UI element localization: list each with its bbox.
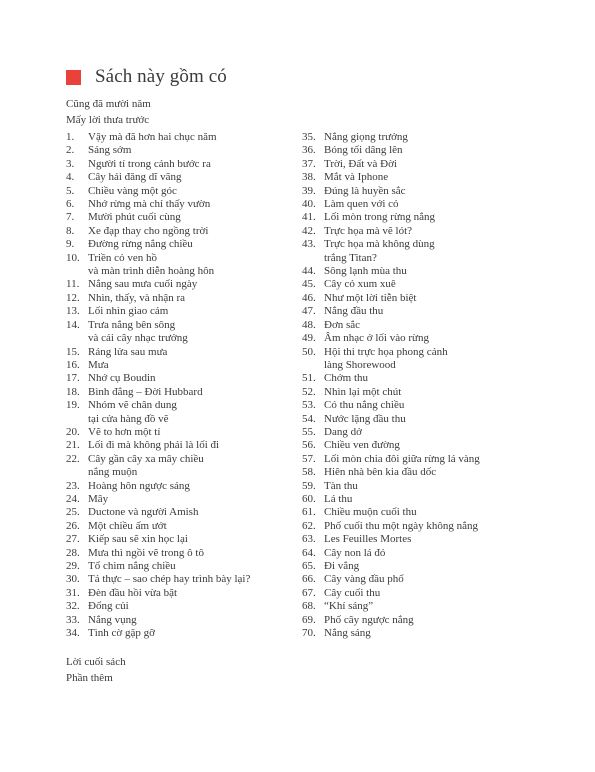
toc-entry-number: 29. [66, 560, 80, 572]
toc-entry-title-line: nắng muộn [88, 466, 138, 479]
toc-entry[interactable] [66, 426, 301, 439]
toc-entry-title-line: Nhìn lại một chút [324, 385, 402, 398]
toc-entry-title [324, 346, 572, 373]
toc-entry-number: 58. [302, 466, 316, 479]
toc-entry-title [88, 346, 301, 359]
toc-entry[interactable] [66, 319, 301, 346]
toc-entry[interactable] [66, 198, 301, 211]
toc-left-column [66, 131, 301, 640]
toc-entry-number: 14. [66, 318, 80, 331]
toc-entry[interactable] [302, 413, 572, 426]
toc-entry-title-line: và cái cây nhạc trưởng [88, 332, 188, 345]
toc-entry-title [324, 386, 572, 399]
toc-entry-title-line: Bình đẳng – Đời Hubbard [88, 385, 203, 398]
toc-entry-title-line: Nắng vụng [88, 613, 137, 626]
toc-entry[interactable] [302, 573, 572, 586]
toc-entry-title [324, 305, 572, 318]
toc-entry-title-line: Ráng lửa sau mưa [88, 345, 168, 358]
toc-entry[interactable] [66, 480, 301, 493]
toc-entry-number: 17. [66, 372, 80, 385]
toc-entry[interactable] [66, 560, 301, 573]
toc-entry[interactable] [302, 171, 572, 184]
toc-entry-title-line: Tàn thu [324, 479, 358, 492]
toc-entry-title-line: Âm nhạc ở lối vào rừng [324, 332, 429, 345]
toc-entry-number: 43. [302, 238, 316, 251]
toc-entry[interactable] [302, 506, 572, 519]
toc-entry[interactable] [66, 547, 301, 560]
toc-entry-number: 18. [66, 385, 80, 398]
toc-entry-title [88, 493, 301, 506]
toc-entry-number: 27. [66, 533, 80, 546]
toc-entry[interactable] [302, 627, 572, 640]
toc-entry-title [324, 413, 572, 426]
toc-entry[interactable] [66, 359, 301, 372]
toc-entry-title-line: Tả thực – sao chép hay trình bày lại? [88, 573, 251, 586]
toc-entry[interactable] [302, 520, 572, 533]
toc-entry-title [88, 520, 301, 533]
toc-entry-number: 5. [66, 184, 75, 197]
toc-entry-title-line: Như một lời tiễn biệt [324, 291, 417, 304]
toc-entry-title [324, 426, 572, 439]
toc-entry-title [88, 278, 301, 291]
toc-entry-number: 40. [302, 198, 316, 211]
intro-section [66, 96, 151, 128]
toc-entry[interactable] [302, 278, 572, 291]
toc-entry-title [88, 426, 301, 439]
toc-entry[interactable] [66, 573, 301, 586]
toc-entry-number: 15. [66, 345, 80, 358]
toc-entry-title [324, 332, 572, 345]
toc-entry-title-line: Cây vàng đầu phố [324, 573, 404, 586]
toc-entry-number: 67. [302, 586, 316, 599]
toc-entry-number: 63. [302, 533, 316, 546]
toc-entry-title-line: Nắng sau mưa cuối ngày [88, 278, 198, 291]
toc-entry[interactable] [302, 265, 572, 278]
toc-entry-title [324, 547, 572, 560]
toc-entry-title [324, 399, 572, 412]
toc-entry-title [324, 131, 572, 144]
toc-entry-title-line: Chiều ven đường [324, 439, 400, 452]
toc-entry[interactable] [66, 372, 301, 385]
toc-entry-title-line: Đúng là huyền sắc [324, 184, 406, 197]
toc-entry-title [88, 131, 301, 144]
toc-entry-number: 53. [302, 399, 316, 412]
toc-entry-number: 10. [66, 251, 80, 264]
toc-entry-number: 65. [302, 560, 316, 572]
toc-entry-number: 3. [66, 157, 75, 170]
toc-entry-title [324, 614, 572, 627]
toc-entry-number: 33. [66, 613, 80, 626]
toc-entry-title-line: Vẽ to hơn một tí [88, 425, 161, 438]
toc-entry[interactable] [66, 453, 301, 480]
toc-entry-title [88, 319, 301, 346]
toc-entry-title-line: Lối mòn trong rừng nắng [324, 211, 436, 224]
toc-entry[interactable] [302, 346, 572, 373]
toc-entry-title-line: Đường rừng nắng chiều [88, 238, 193, 251]
toc-entry-number: 52. [302, 385, 316, 398]
toc-entry[interactable] [302, 439, 572, 452]
toc-entry-title [324, 506, 572, 519]
toc-entry-number: 44. [302, 265, 316, 278]
toc-entry-title-line: Cây cuối thu [324, 586, 381, 599]
toc-entry-title-line: Mười phút cuối cùng [88, 211, 181, 224]
toc-entry[interactable] [66, 587, 301, 600]
toc-entry-title-line: làng Shorewood [324, 358, 396, 371]
toc-entry[interactable] [66, 386, 301, 399]
toc-entry-title-line: Sáng sớm [88, 144, 132, 157]
toc-entry-title [88, 158, 301, 171]
toc-entry-number: 68. [302, 600, 316, 613]
toc-entry-title [88, 399, 301, 426]
toc-entry-title [324, 560, 572, 573]
toc-entry-title [324, 158, 572, 171]
toc-entry-title-line: Nhớ rừng mà chỉ thấy vườn [88, 198, 211, 211]
toc-entry-title-line: Chiều muộn cuối thu [324, 506, 417, 519]
toc-entry-title [88, 252, 301, 279]
toc-entry-title [88, 386, 301, 399]
toc-entry[interactable] [302, 386, 572, 399]
toc-entry-title [88, 600, 301, 613]
toc-entry-title [324, 171, 572, 184]
toc-entry[interactable] [66, 144, 301, 157]
toc-entry[interactable] [66, 131, 301, 144]
toc-entry-title-line: Mưa [88, 358, 109, 371]
toc-entry-title [324, 198, 572, 211]
toc-entry-title-line: Nắng giọng trưởng [324, 131, 408, 143]
toc-entry-title [88, 547, 301, 560]
toc-entry[interactable] [66, 211, 301, 224]
toc-entry-number: 6. [66, 198, 75, 211]
toc-entry-number: 12. [66, 291, 80, 304]
toc-entry-title [88, 225, 301, 238]
toc-entry[interactable] [66, 627, 301, 640]
toc-entry-title [88, 573, 301, 586]
toc-entry[interactable] [66, 292, 301, 305]
toc-entry-number: 26. [66, 519, 80, 532]
toc-entry-title-line: Mắt và Iphone [324, 171, 389, 184]
toc-entry[interactable] [66, 171, 301, 184]
toc-entry[interactable] [66, 346, 301, 359]
toc-entry-number: 31. [66, 586, 80, 599]
toc-entry-number: 61. [302, 506, 316, 519]
toc-entry-title [88, 480, 301, 493]
toc-entry-number: 59. [302, 479, 316, 492]
toc-entry-title-line: Hiên nhà bên kia đầu dốc [324, 466, 437, 479]
toc-entry[interactable] [302, 225, 572, 238]
toc-entry-title-line: Lối đi mà không phải là lối đi [88, 439, 220, 452]
toc-entry[interactable] [302, 600, 572, 613]
toc-entry[interactable] [66, 520, 301, 533]
toc-entry[interactable] [66, 533, 301, 546]
toc-entry-title [324, 278, 572, 291]
toc-entry[interactable] [302, 480, 572, 493]
intro-line[interactable]: Mấy lời thưa trước [66, 114, 150, 126]
toc-entry-title-line: Làm quen với cỏ [324, 198, 399, 211]
toc-header [66, 63, 227, 91]
toc-entry-title [88, 144, 301, 157]
toc-entry-title-line: Trời, Đất và Đời [324, 157, 397, 170]
toc-entry-title-line: Les Feuilles Mortes [324, 533, 412, 546]
toc-entry-title [324, 600, 572, 613]
toc-entry-title [324, 185, 572, 198]
toc-entry-number: 62. [302, 519, 316, 532]
toc-entry-number: 30. [66, 573, 80, 586]
toc-entry[interactable] [302, 185, 572, 198]
toc-entry-title-line: Hội thi trực họa phong cảnh [324, 345, 448, 358]
toc-entry[interactable] [302, 292, 572, 305]
toc-entry-title-line: Đống củi [88, 600, 129, 613]
toc-entry[interactable] [302, 319, 572, 332]
toc-entry-number: 22. [66, 452, 80, 465]
toc-entry-title-line: Ductone và người Amish [88, 506, 199, 519]
toc-entry[interactable] [302, 466, 572, 479]
toc-entry-title [88, 359, 301, 372]
toc-entry-number: 66. [302, 573, 316, 586]
toc-entry-title [324, 319, 572, 332]
toc-entry-title [88, 305, 301, 318]
toc-entry-title [324, 238, 572, 265]
toc-entry-number: 35. [302, 131, 316, 143]
toc-entry[interactable] [66, 399, 301, 426]
toc-entry-title-line: Lối mòn chia đôi giữa rừng lá vàng [324, 452, 480, 465]
toc-entry-title [88, 560, 301, 573]
toc-entry[interactable] [302, 547, 572, 560]
toc-entry[interactable] [302, 560, 572, 573]
toc-entry-title-line: Chớm thu [324, 372, 369, 385]
toc-entry-title [88, 211, 301, 224]
toc-entry-title [88, 372, 301, 385]
toc-entry-number: 56. [302, 439, 316, 452]
toc-entry-title [324, 265, 572, 278]
toc-entry-title-line: Đèn đầu hồi vừa bật [88, 586, 178, 599]
toc-entry-title [324, 520, 572, 533]
toc-entry-title-line: Sông lạnh mùa thu [324, 265, 407, 278]
toc-entry-number: 41. [302, 211, 316, 224]
toc-entry-title [88, 453, 301, 480]
toc-entry-title-line: Hoàng hôn ngược sáng [88, 479, 190, 492]
toc-entry-title [324, 372, 572, 385]
toc-entry-title-line: Tổ chim nắng chiều [88, 560, 176, 572]
toc-entry-title-line: và màn trình diễn hoàng hôn [88, 265, 215, 278]
toc-entry-number: 42. [302, 224, 316, 237]
toc-entry[interactable] [302, 211, 572, 224]
toc-entry-title-line: Lá thu [324, 492, 353, 505]
toc-entry-title [324, 144, 572, 157]
toc-entry[interactable] [66, 614, 301, 627]
toc-entry-number: 57. [302, 452, 316, 465]
toc-entry-title [88, 506, 301, 519]
toc-entry-title [88, 171, 301, 184]
toc-entry-title [324, 453, 572, 466]
toc-entry[interactable] [302, 144, 572, 157]
toc-entry-title-line: Cây gần cây xa mây chiều [88, 452, 204, 465]
toc-entry-number: 1. [66, 131, 75, 143]
toc-entry[interactable] [66, 158, 301, 171]
toc-entry-title [324, 225, 572, 238]
toc-entry-title-line: Trưa nắng bên sông [88, 318, 176, 331]
toc-entry-number: 13. [66, 305, 80, 318]
toc-entry-title-line: Bóng tối dâng lên [324, 144, 403, 157]
toc-entry-number: 21. [66, 439, 80, 452]
outro-line[interactable]: Lời cuối sách [66, 656, 126, 668]
toc-entry-number: 7. [66, 211, 75, 224]
toc-entry[interactable] [302, 238, 572, 265]
toc-entry-title-line: Nắng sáng [324, 627, 371, 640]
toc-entry[interactable] [66, 439, 301, 452]
toc-entry-title-line: Phố cây ngược nắng [324, 613, 414, 626]
toc-entry-title-line: “Khí sáng” [324, 600, 374, 613]
toc-entry-title-line: Triền cỏ ven hồ [88, 251, 157, 264]
toc-entry-number: 20. [66, 425, 80, 438]
toc-entry[interactable] [66, 252, 301, 279]
toc-entry-number: 70. [302, 627, 316, 640]
toc-entry[interactable] [302, 399, 572, 412]
toc-entry-title [88, 238, 301, 251]
outro-section [66, 654, 126, 686]
toc-entry-number: 64. [302, 546, 316, 559]
toc-entry-number: 54. [302, 412, 316, 425]
intro-line[interactable]: Cũng đã mười năm [66, 98, 151, 110]
toc-entry-title-line: Dang dở [324, 425, 362, 438]
toc-entry-title-line: Đơn sắc [324, 318, 361, 331]
toc-entry-number: 37. [302, 157, 316, 170]
toc-entry-number: 4. [66, 171, 75, 184]
toc-entry[interactable] [66, 506, 301, 519]
toc-entry-title [324, 439, 572, 452]
toc-entry[interactable] [302, 198, 572, 211]
toc-entry-title-line: Một chiều ấm ướt [88, 519, 167, 532]
toc-entry-title [88, 533, 301, 546]
toc-entry-title-line: Cây non lá đỏ [324, 546, 386, 559]
toc-entry-title-line: Nhớ cụ Boudin [88, 372, 156, 385]
toc-entry[interactable] [302, 131, 572, 144]
toc-entry-number: 47. [302, 305, 316, 318]
toc-entry-title [88, 614, 301, 627]
toc-entry-title [324, 627, 572, 640]
toc-entry-number: 45. [302, 278, 316, 291]
toc-entry-number: 46. [302, 291, 316, 304]
toc-entry-title-line: Cây cỏ xum xuê [324, 278, 396, 291]
toc-entry-number: 2. [66, 144, 75, 157]
toc-entry[interactable] [302, 533, 572, 546]
toc-entry-number: 24. [66, 492, 80, 505]
toc-right-column [302, 131, 572, 640]
toc-entry[interactable] [302, 493, 572, 506]
toc-entry[interactable] [66, 225, 301, 238]
toc-entry[interactable] [302, 587, 572, 600]
toc-entry-number: 32. [66, 600, 80, 613]
toc-entry-title-line: Xe đạp thay cho ngồng trời [88, 224, 209, 237]
toc-entry-title-line: Cây hải đăng dĩ vãng [88, 171, 182, 184]
toc-entry-title-line: Nước lặng đầu thu [324, 412, 406, 425]
toc-entry-title [324, 573, 572, 586]
toc-entry-number: 25. [66, 506, 80, 519]
toc-entry-title [88, 292, 301, 305]
toc-entry-title [88, 185, 301, 198]
toc-entry-title [324, 493, 572, 506]
toc-entry[interactable] [302, 453, 572, 466]
outro-line[interactable]: Phần thêm [66, 672, 113, 684]
toc-entry-title-line: Đi vắng [324, 560, 360, 572]
toc-entry-title-line: Lối nhìn giao cảm [88, 305, 169, 318]
toc-entry-title [324, 292, 572, 305]
toc-entry-title-line: Mây [88, 492, 109, 505]
toc-entry-title-line: Tình cờ gặp gỡ [88, 627, 155, 640]
toc-entry-number: 11. [66, 278, 80, 291]
toc-entry-title [88, 198, 301, 211]
red-square-marker [66, 70, 81, 85]
toc-entry-number: 16. [66, 358, 80, 371]
toc-entry[interactable] [302, 332, 572, 345]
toc-entry-title [324, 466, 572, 479]
toc-entry-title-line: Trực họa mà không dùng [324, 238, 435, 251]
toc-entry-title [324, 480, 572, 493]
toc-entry[interactable] [66, 600, 301, 613]
toc-entry-title [88, 627, 301, 640]
toc-entry-title-line: Nhìn, thấy, và nhận ra [88, 291, 186, 304]
toc-entry-title [88, 439, 301, 452]
toc-entry-title [88, 587, 301, 600]
toc-entry-number: 8. [66, 224, 75, 237]
toc-entry-title-line: Trực họa mà vẽ lót? [324, 224, 413, 237]
toc-entry[interactable] [66, 278, 301, 291]
toc-entry-title-line: tại cửa hàng đồ vẽ [88, 412, 169, 425]
toc-entry-title-line: Chiều vàng một góc [88, 184, 177, 197]
toc-entry-number: 60. [302, 492, 316, 505]
toc-entry[interactable] [302, 426, 572, 439]
toc-entry-title-line: Phố cuối thu một ngày không nắng [324, 519, 478, 532]
page-title: Sách này gồm có [95, 66, 227, 87]
toc-entry-number: 51. [302, 372, 316, 385]
toc-entry-title-line: Nắng đầu thu [324, 305, 384, 318]
toc-entry[interactable] [302, 614, 572, 627]
toc-entry-number: 34. [66, 627, 80, 640]
toc-entry-number: 28. [66, 546, 80, 559]
toc-entry-title-line: Kiếp sau sẽ xin học lại [88, 533, 188, 546]
toc-entry-number: 48. [302, 318, 316, 331]
toc-entry-title-line: Có thu nắng chiều [324, 399, 405, 412]
toc-entry-title [324, 587, 572, 600]
toc-entry-title [324, 211, 572, 224]
toc-entry[interactable] [66, 493, 301, 506]
toc-entry-number: 55. [302, 425, 316, 438]
toc-entry-title-line: Người tí trong cảnh bước ra [88, 157, 211, 170]
toc-entry[interactable] [66, 305, 301, 318]
toc-entry-number: 39. [302, 184, 316, 197]
toc-entry-number: 69. [302, 613, 316, 626]
toc-entry-number: 38. [302, 171, 316, 184]
toc-entry-number: 50. [302, 345, 316, 358]
toc-entry-title-line: trắng Titan? [324, 251, 377, 264]
toc-entry[interactable] [66, 185, 301, 198]
toc-entry-title-line: Mưa thì ngồi vẽ trong ô tô [88, 546, 204, 559]
toc-entry-number: 9. [66, 238, 75, 251]
toc-entry-number: 36. [302, 144, 316, 157]
toc-entry-number: 19. [66, 399, 80, 412]
toc-entry[interactable] [302, 158, 572, 171]
toc-entry-number: 49. [302, 332, 316, 345]
toc-entry[interactable] [302, 305, 572, 318]
toc-entry[interactable] [302, 372, 572, 385]
toc-entry[interactable] [66, 238, 301, 251]
toc-entry-number: 23. [66, 479, 80, 492]
toc-entry-title-line: Nhóm vẽ chân dung [88, 399, 177, 412]
toc-entry-title-line: Vậy mà đã hơn hai chục năm [88, 131, 217, 143]
toc-entry-title [324, 533, 572, 546]
